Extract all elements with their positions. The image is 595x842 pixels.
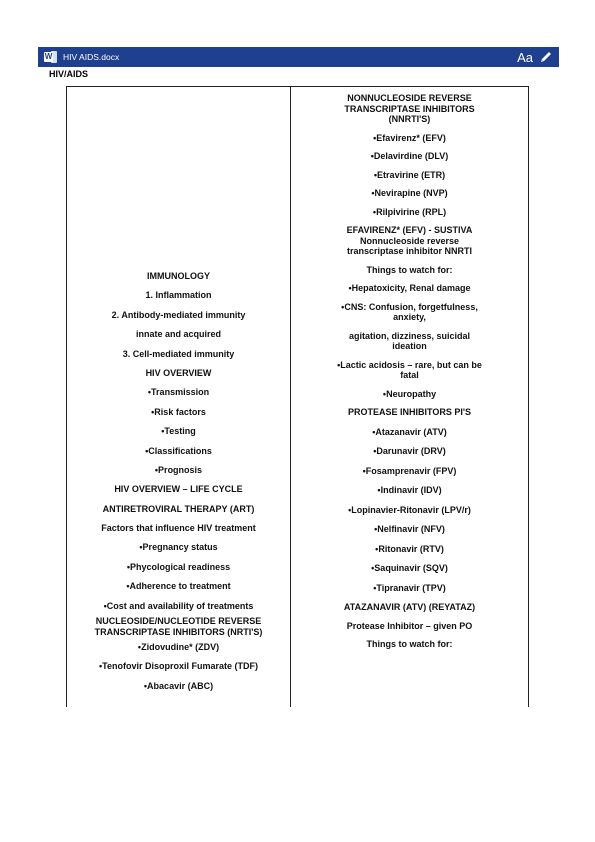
left-line: 3. Cell-mediated immunity bbox=[122, 348, 235, 359]
text-line: fatal bbox=[400, 370, 419, 380]
text-line: •Hepatoxicity, Renal damage bbox=[348, 283, 471, 293]
text-line: Things to watch for: bbox=[366, 264, 453, 275]
document-heading: HIV/AIDS bbox=[49, 69, 89, 79]
drug-item: •Nelfinavir (NFV) bbox=[374, 524, 445, 534]
drug-item: •Fosamprenavir (FPV) bbox=[362, 465, 457, 476]
word-icon: W bbox=[44, 51, 57, 63]
drug-item: •Efavirenz* (EFV) bbox=[373, 132, 446, 143]
left-line: innate and acquired bbox=[135, 329, 222, 340]
left-line: NUCLEOSIDE/NUCLEOTIDE REVERSE bbox=[95, 616, 262, 627]
drug-item: •Lopinavier-Ritonavir (LPV/r) bbox=[348, 504, 471, 515]
left-line: •Zidovudine* (ZDV) bbox=[137, 642, 220, 653]
text-line: •Lactic acidosis – rare, but can be bbox=[337, 359, 482, 370]
drug-item: •Etravirine (ETR) bbox=[373, 169, 446, 180]
section-heading: (NNRTI'S) bbox=[388, 114, 431, 124]
left-line: •Tenofovir Disoproxil Fumarate (TDF) bbox=[99, 661, 258, 672]
section-heading: NONNUCLEOSIDE REVERSE bbox=[347, 93, 472, 103]
left-line: •Classifications bbox=[145, 445, 212, 456]
text-size-button[interactable]: Aa bbox=[517, 49, 533, 65]
text-line: Things to watch for: bbox=[366, 639, 453, 649]
text-line: Nonnucleoside reverse bbox=[359, 235, 460, 246]
drug-item: •Delavirdine (DLV) bbox=[370, 151, 449, 161]
left-line: •Testing bbox=[161, 426, 196, 437]
drug-item: •Darunavir (DRV) bbox=[373, 446, 446, 456]
text-line: transcriptase inhibitor NNRTI bbox=[346, 246, 472, 256]
left-line: HIV OVERVIEW bbox=[145, 367, 212, 378]
drug-item: •Rilpivirine (RPL) bbox=[372, 206, 447, 217]
text-line: •CNS: Confusion, forgetfulness, bbox=[341, 301, 478, 312]
section-heading: TRANSCRIPTASE INHIBITORS bbox=[344, 103, 475, 114]
section-heading: PROTEASE INHIBITORS PI'S bbox=[348, 407, 471, 417]
text-line: •Neuropathy bbox=[382, 388, 437, 399]
drug-item: •Indinavir (IDV) bbox=[377, 485, 442, 495]
left-line: •Risk factors bbox=[151, 406, 206, 417]
left-line: •Phycological readiness bbox=[126, 561, 231, 572]
left-line: •Prognosis bbox=[154, 464, 203, 475]
pencil-icon[interactable] bbox=[539, 50, 553, 64]
document-titlebar bbox=[38, 47, 559, 67]
text-line: agitation, dizziness, suicidal bbox=[348, 330, 471, 341]
left-line: •Abacavir (ABC) bbox=[143, 680, 214, 691]
left-line: ANTIRETROVIRAL THERAPY (ART) bbox=[102, 503, 255, 514]
left-line: 2. Antibody-mediated immunity bbox=[111, 309, 246, 320]
left-line: Factors that influence HIV treatment bbox=[101, 523, 256, 534]
left-line: •Cost and availability of treatments bbox=[103, 600, 254, 611]
left-column bbox=[67, 87, 291, 707]
left-line: •Adherence to treatment bbox=[126, 581, 231, 592]
drug-item: •Saquinavir (SQV) bbox=[371, 563, 448, 573]
left-line: IMMUNOLOGY bbox=[147, 271, 210, 281]
drug-item: •Tipranavir (TPV) bbox=[373, 582, 446, 593]
left-line: HIV OVERVIEW – LIFE CYCLE bbox=[114, 484, 243, 495]
drug-item: •Ritonavir (RTV) bbox=[375, 543, 444, 554]
section-heading: ATAZANAVIR (ATV) (REYATAZ) bbox=[343, 602, 476, 612]
text-line: anxiety, bbox=[393, 312, 426, 322]
slide-notes-table bbox=[66, 86, 529, 707]
left-line: TRANSCRIPTASE INHIBITORS (NRTI'S) bbox=[94, 627, 263, 638]
left-line: •Transmission bbox=[147, 387, 210, 398]
right-column bbox=[291, 87, 528, 707]
document-filename: HIV AIDS.docx bbox=[63, 52, 120, 62]
text-line: Protease Inhibitor – given PO bbox=[346, 620, 473, 631]
left-line: •Pregnancy status bbox=[139, 542, 218, 553]
drug-item: •Nevirapine (NVP) bbox=[371, 188, 448, 198]
section-heading: EFAVIRENZ* (EFV) - SUSTIVA bbox=[346, 225, 473, 235]
left-line: 1. Inflammation bbox=[145, 290, 212, 301]
drug-item: •Atazanavir (ATV) bbox=[372, 426, 447, 437]
text-line: ideation bbox=[392, 341, 427, 351]
